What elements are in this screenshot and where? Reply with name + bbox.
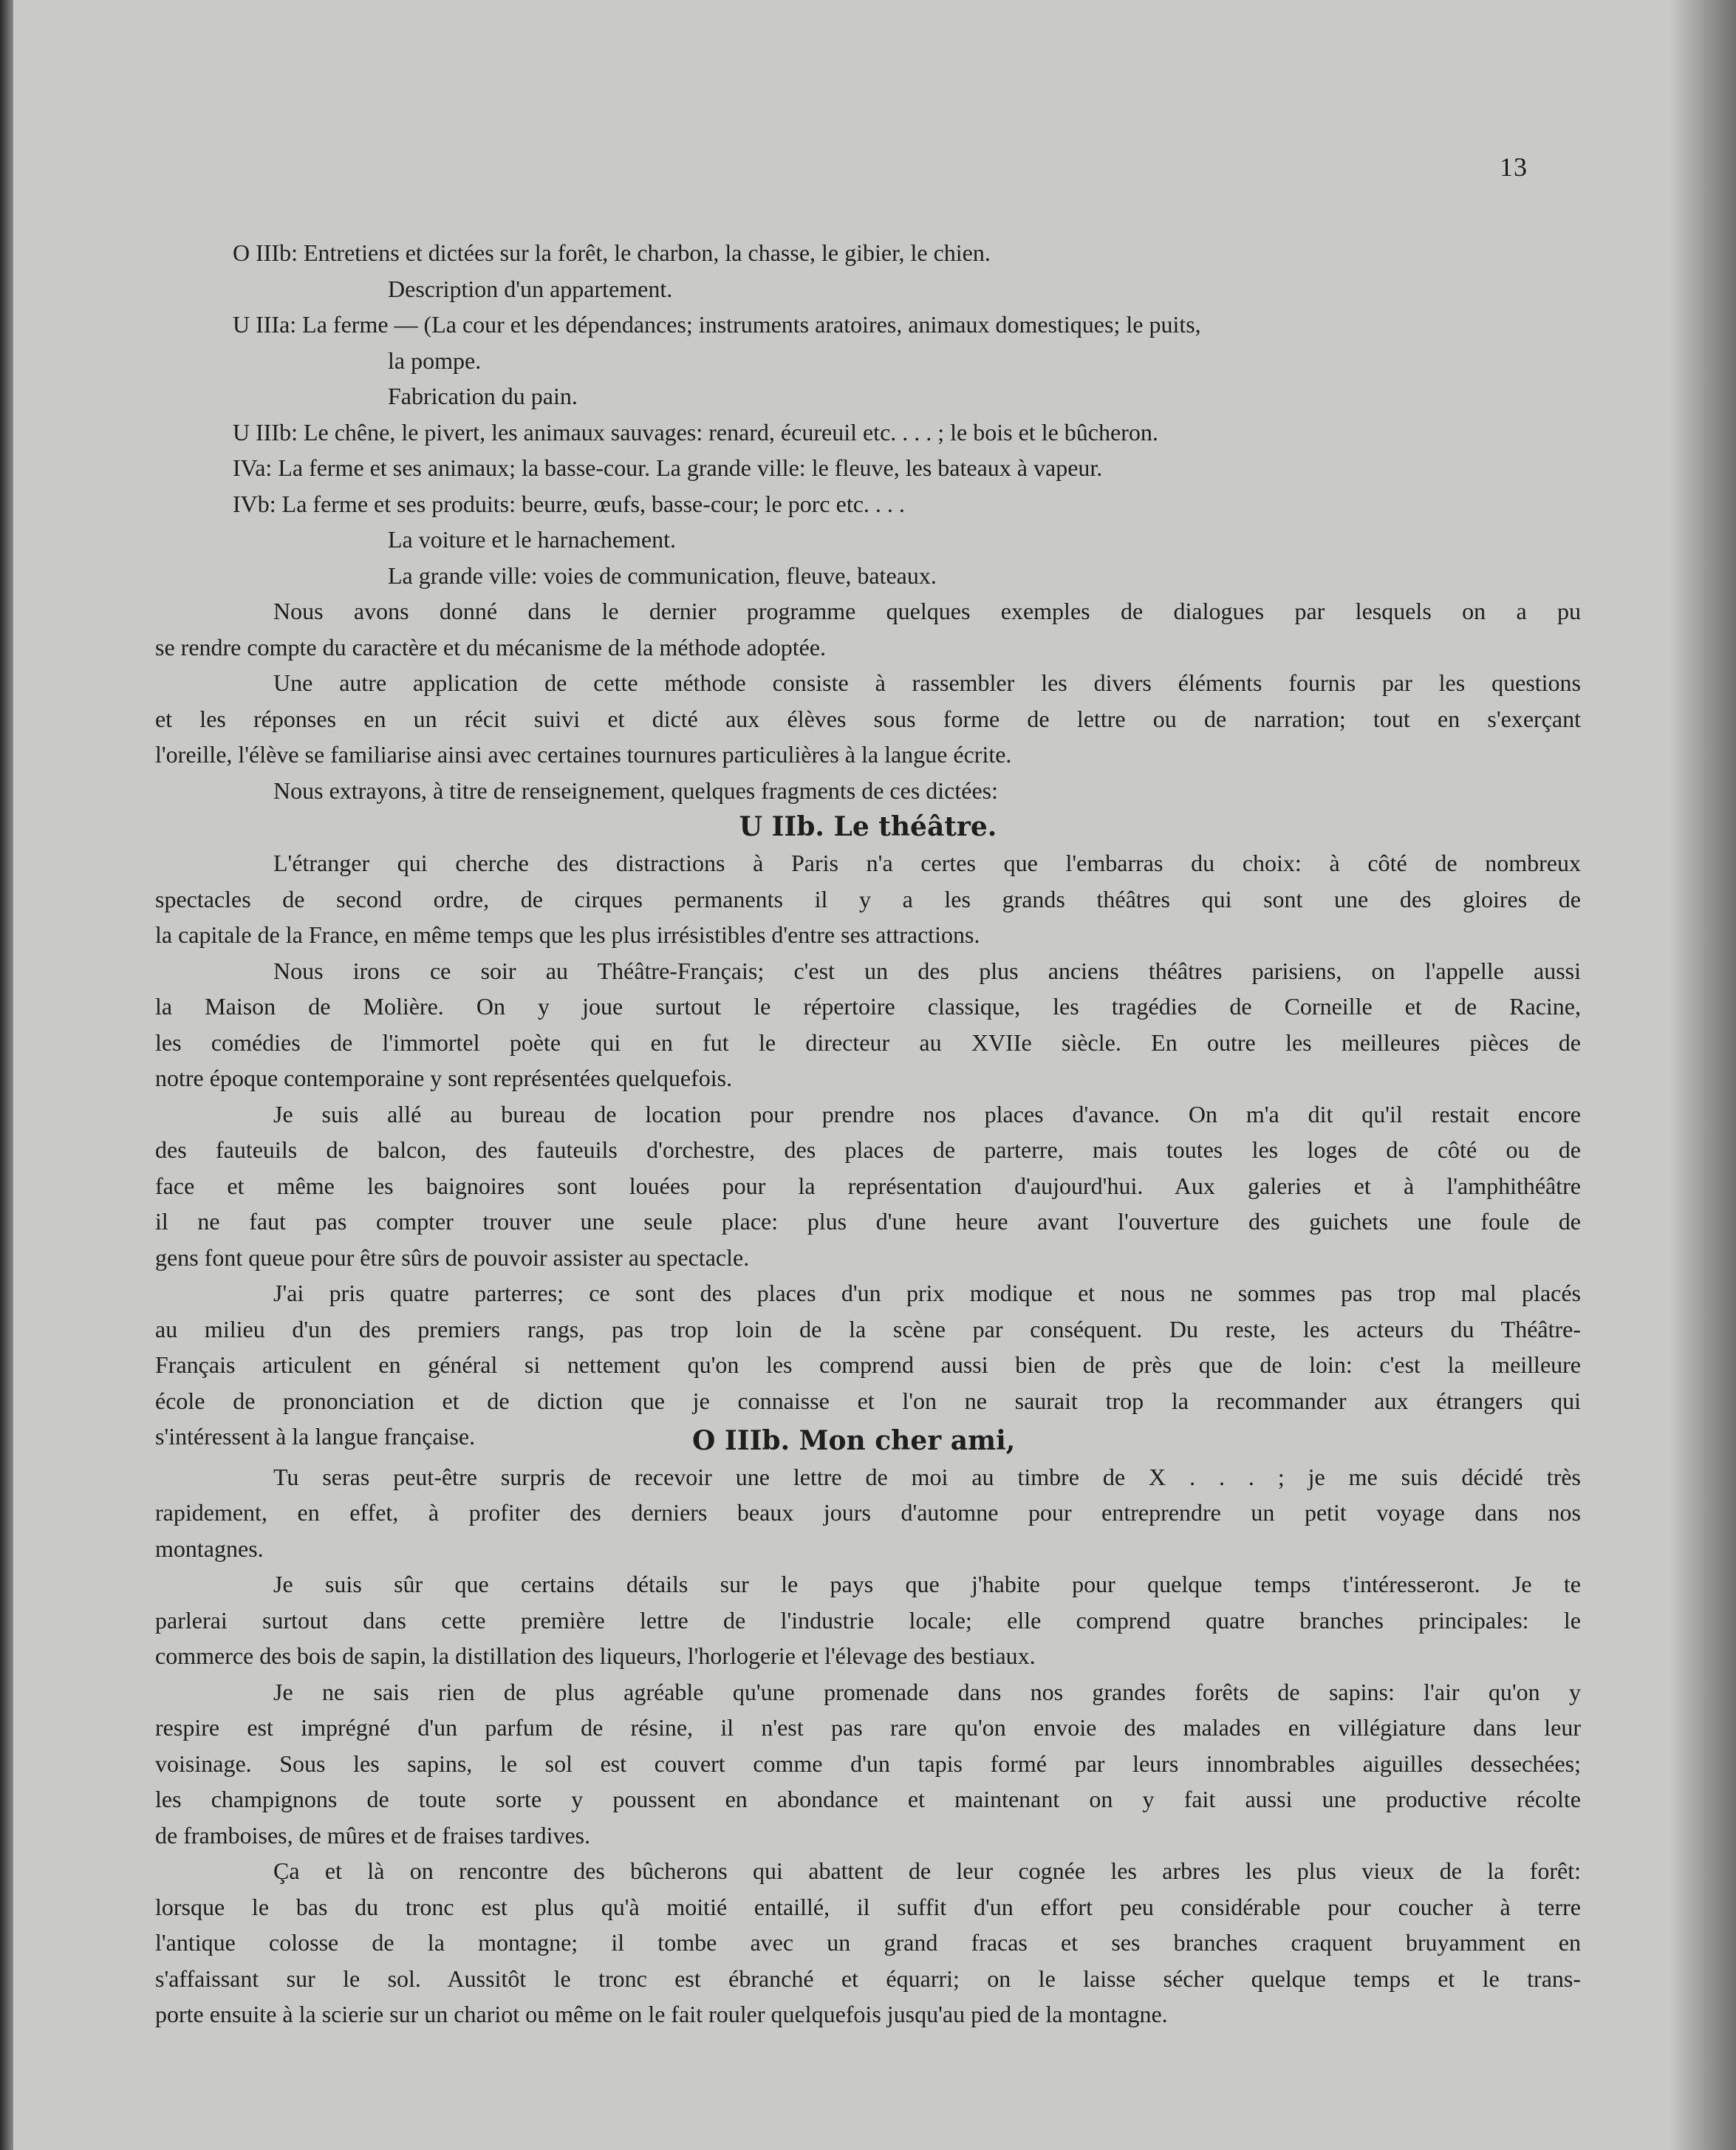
schedule-text: La ferme et ses animaux; la basse-cour. La grande ville: le fleuve, les bateaux à vapeur. — [278, 454, 1103, 481]
theatre-line: la Maison de Molière. On y joue surtout le répertoire classique, les tragédies de Corneille et de Racine, — [155, 993, 1581, 1020]
letter-line: Je suis sûr que certains détails sur le pays que j'habite pour quelque temps t'intéresseront. Je te — [273, 1571, 1581, 1597]
schedule-line — [155, 414, 1581, 451]
schedule-line — [155, 450, 1581, 486]
letter-line: Ça et là on rencontre des bûcherons qui abattent de leur cognée les arbres les plus vieux de la forêt: — [273, 1857, 1581, 1884]
letter-line: de framboises, de mûres et de fraises tardives. — [155, 1821, 591, 1849]
schedule-line — [155, 307, 1581, 343]
schedule-text: La grande ville: voies de communication, fleuve, bateaux. — [388, 562, 937, 589]
section-heading: U IIb. Le théâtre. — [739, 811, 997, 842]
schedule-label: O IIIb: — [233, 239, 304, 266]
intro-line: Une autre application de cette méthode consiste à rassembler les divers éléments fournis par les questions — [273, 669, 1581, 696]
letter-heading: O IIIb. Mon cher ami, — [692, 1424, 1016, 1456]
schedule-line — [155, 271, 1581, 307]
theatre-line: la capitale de la France, en même temps que les plus irrésistibles d'entre ses attractions. — [155, 921, 980, 948]
letter-line: s'affaissant sur le sol. Aussitôt le tronc est ébranché et équarri; on le laisse sécher quelque temps et le trans- — [155, 1965, 1581, 1992]
intro-line: Nous extrayons, à titre de renseignement, quelques fragments de ces dictées: — [273, 777, 998, 804]
letter-line: rapidement, en effet, à profiter des derniers beaux jours d'automne pour entreprendre un petit voyage dans nos — [155, 1499, 1581, 1526]
schedule-text: La ferme — (La cour et les dépendances; instruments aratoires, animaux domestiques; le puits, — [302, 311, 1201, 338]
schedule-line — [155, 558, 1581, 594]
schedule-line — [155, 378, 1581, 414]
theatre-line: J'ai pris quatre parterres; ce sont des places d'un prix modique et nous ne sommes pas trop mal placés — [273, 1280, 1581, 1306]
letter-line: lorsque le bas du tronc est plus qu'à moitié entaillé, il suffit d'un effort peu considérable pour coucher à terre — [155, 1893, 1581, 1920]
intro-line: se rendre compte du caractère et du mécanisme de la méthode adoptée. — [155, 633, 826, 661]
letter-line: porte ensuite à la scierie sur un chariot ou même on le fait rouler quelquefois jusqu'au pied de la montagne. — [155, 2001, 1168, 2027]
intro-line: l'oreille, l'élève se familiarise ainsi avec certaines tournures particulières à la langue écrite. — [155, 741, 1012, 768]
letter-line: parlerai surtout dans cette première lettre de l'industrie locale; elle comprend quatre branches principales: le — [155, 1606, 1581, 1634]
theatre-line: Nous irons ce soir au Théâtre-Français; c'est un des plus anciens théâtres parisiens, on l'appelle aussi — [273, 957, 1581, 984]
theatre-line: spectacles de second ordre, de cirques permanents il y a les grands théâtres qui sont une des gloires de — [155, 885, 1581, 912]
theatre-line: il ne faut pas compter trouver une seule place: plus d'une heure avant l'ouverture des guichets une foule de — [155, 1208, 1581, 1235]
theatre-line: Français articulent en général si nettement qu'on les comprend aussi bien de près que de loin: c'est la meilleure — [155, 1351, 1581, 1378]
schedule-text: Le chêne, le pivert, les animaux sauvages: renard, écureuil etc. . . . ; le bois et le bûcheron. — [303, 418, 1158, 446]
letter-line: l'antique colosse de la montagne; il tombe avec un grand fracas et ses branches craquent bruyamment en — [155, 1929, 1581, 1956]
theatre-line: école de prononciation et de diction que je connaisse et l'on ne saurait trop la recommander aux étrangers qui — [155, 1387, 1581, 1414]
page-number: 13 — [1500, 152, 1528, 182]
schedule-label: IVb: — [233, 490, 282, 517]
theatre-line: au milieu d'un des premiers rangs, pas trop loin de la scène par conséquent. Du reste, les acteurs du Théâtre- — [155, 1315, 1581, 1342]
intro-line: et les réponses en un récit suivi et dicté aux élèves sous forme de lettre ou de narration; tout en s'exerçant — [155, 705, 1581, 732]
letter-line: respire est imprégné d'un parfum de résine, il n'est pas rare qu'on envoie des malades en villégiature dans leur — [155, 1714, 1581, 1741]
schedule-line — [155, 486, 1581, 522]
schedule-text: La voiture et le harnachement. — [388, 526, 677, 553]
theatre-line: gens font queue pour être sûrs de pouvoir assister au spectacle. — [155, 1243, 750, 1271]
theatre-line: notre époque contemporaine y sont représentées quelquefois. — [155, 1065, 733, 1091]
schedule-line — [155, 235, 1581, 271]
letter-line: Je ne sais rien de plus agréable qu'une promenade dans nos grandes forêts de sapins: l'air qu'on y — [273, 1678, 1581, 1705]
schedule-text: La ferme et ses produits: beurre, œufs, basse-cour; le porc etc. . . . — [281, 490, 905, 517]
schedule-text: Fabrication du pain. — [388, 383, 578, 409]
schedule-text: la pompe. — [388, 347, 482, 374]
document-body — [155, 235, 1581, 2033]
theatre-line: face et même les baignoires sont louées pour la représentation d'aujourd'hui. Aux galeries et à l'amphithéâtre — [155, 1172, 1581, 1199]
theatre-line: Je suis allé au bureau de location pour prendre nos places d'avance. On m'a dit qu'il restait encore — [273, 1100, 1581, 1127]
schedule-text: Entretiens et dictées sur la forêt, le charbon, la chasse, le gibier, le chien. — [303, 239, 991, 266]
schedule-text: Description d'un appartement. — [388, 275, 673, 302]
schedule-label: U IIIa: — [233, 311, 303, 338]
letter-line: commerce des bois de sapin, la distillation des liqueurs, l'horlogerie et l'élevage des bestiaux. — [155, 1642, 1036, 1669]
theatre-line: des fauteuils de balcon, des fauteuils d'orchestre, des places de parterre, mais toutes les loges de côté ou de — [155, 1136, 1581, 1163]
schedule-label: IVa: — [233, 454, 278, 481]
theatre-line: les comédies de l'immortel poète qui en fut le directeur au XVIIe siècle. En outre les meilleures pièces de — [155, 1028, 1581, 1056]
theatre-line: s'intéressent à la langue française. — [155, 1423, 476, 1450]
schedule-line — [155, 522, 1581, 558]
letter-line: voisinage. Sous les sapins, le sol est couvert comme d'un tapis formé par leurs innombrables aiguilles dessechées; — [155, 1750, 1581, 1777]
intro-line: Nous avons donné dans le dernier programme quelques exemples de dialogues par lesquels on a pu — [273, 598, 1581, 624]
schedule-label: U IIIb: — [233, 418, 304, 446]
schedule-line — [155, 343, 1581, 379]
letter-line: les champignons de toute sorte y poussent en abondance et maintenant on y fait aussi une productive récolte — [155, 1786, 1581, 1812]
letter-line: montagnes. — [155, 1535, 264, 1562]
letter-line: Tu seras peut-être surpris de recevoir une lettre de moi au timbre de X . . . ; je me suis décidé très — [273, 1463, 1581, 1490]
theatre-line: L'étranger qui cherche des distractions à Paris n'a certes que l'embarras du choix: à côté de nombreux — [273, 850, 1581, 876]
